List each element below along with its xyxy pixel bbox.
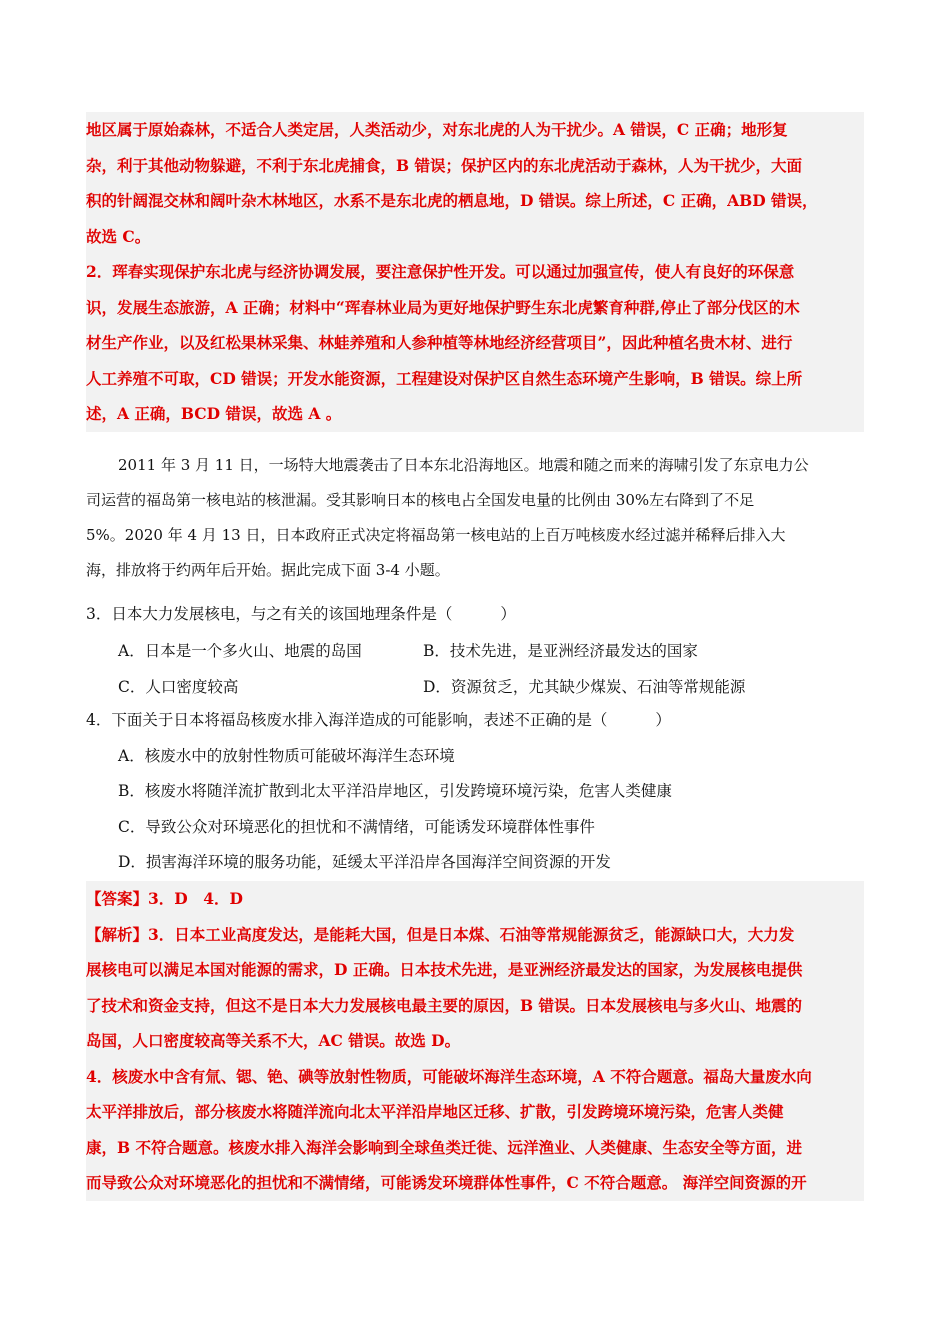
analysis-line: 【解析】3．日本工业高度发达，是能耗大国，但是日本煤、石油等常规能源贫乏，能源缺口大，大力发 bbox=[86, 924, 795, 944]
option-b: B．技术先进，是亚洲经济最发达的国家 bbox=[423, 641, 698, 660]
option-c: C．人口密度较高 bbox=[118, 677, 239, 696]
question-3 bbox=[86, 597, 864, 705]
explanation-line: 积的针阔混交林和阔叶杂木林地区，水系不是东北虎的栖息地，D 错误。综上所述，C 正确，ABD 错误， bbox=[86, 191, 818, 210]
explanation-line: 杂，利于其他动物躲避，不利于东北虎捕食，B 错误；保护区内的东北虎活动于森林，人为干扰少，大面 bbox=[86, 155, 803, 175]
question-stem: 4．下面关于日本将福岛核废水排入海洋造成的可能影响，表述不正确的是（ ） bbox=[86, 711, 671, 729]
options-row bbox=[86, 633, 864, 669]
explanation-line: 述，A 正确，BCD 错误，故选 A 。 bbox=[86, 404, 342, 423]
option-d: D．资源贫乏，尤其缺少煤炭、石油等常规能源 bbox=[423, 677, 746, 696]
explanation-line: 材生产作业，以及红松果林采集、林蛙养殖和人参种植等林地经济经营项目”，因此种植名贵木材、进行 bbox=[86, 333, 793, 352]
analysis-line: 4．核废水中含有氚、锶、铯、碘等放射性物质，可能破坏海洋生态环境，A 不符合题意。福岛大量废水向 bbox=[86, 1066, 812, 1086]
material-line: 2011 年 3 月 11 日，一场特大地震袭击了日本东北沿海地区。地震和随之而来的海啸引发了东京电力公 bbox=[118, 456, 809, 474]
answer-line: 【答案】3．D 4．D bbox=[86, 889, 243, 908]
option-a: A．日本是一个多火山、地震的岛国 bbox=[118, 641, 362, 660]
question-stem: 3．日本大力发展核电，与之有关的该国地理条件是（ ） bbox=[86, 605, 516, 623]
explanation-line: 人工养殖不可取，CD 错误；开发水能资源，工程建设对保护区自然生态环境产生影响，B 错误。综上所 bbox=[86, 368, 803, 388]
explanation-line: 故选 C。 bbox=[86, 226, 151, 246]
analysis-line: 而导致公众对环境恶化的担忧和不满情绪，可能诱发环境群体性事件，C 不符合题意。 海洋空间资源的开 bbox=[86, 1173, 807, 1192]
explanation-block-1 bbox=[86, 112, 864, 432]
analysis-line: 太平洋排放后，部分核废水将随洋流向北太平洋沿岸地区迁移、扩散，引发跨境环境污染，危害人类健 bbox=[86, 1102, 784, 1121]
explanation-line: 2．珲春实现保护东北虎与经济协调发展，要注意保护性开发。可以通过加强宣传，使人有良好的环保意 bbox=[86, 262, 795, 281]
explanation-line: 识，发展生态旅游，A 正确；材料中“珲春林业局为更好地保护野生东北虎繁育种群,停止了部分伐区的木 bbox=[86, 297, 800, 317]
option-c: C．导致公众对环境恶化的担忧和不满情绪，可能诱发环境群体性事件 bbox=[118, 817, 595, 836]
question-4 bbox=[86, 703, 864, 881]
material-line: 海，排放将于约两年后开始。据此完成下面 3-4 小题。 bbox=[86, 561, 450, 579]
material-passage bbox=[86, 448, 864, 588]
explanation-line: 地区属于原始森林，不适合人类定居，人类活动少，对东北虎的人为干扰少。A 错误，C 正确；地形复 bbox=[86, 120, 788, 139]
options-row bbox=[86, 669, 864, 705]
analysis-line: 展核电可以满足本国对能源的需求，D 正确。日本技术先进，是亚洲经济最发达的国家，为发展核电提供 bbox=[86, 960, 803, 979]
answer-analysis-block bbox=[86, 881, 864, 1201]
option-b: B．核废水将随洋流扩散到北太平洋沿岸地区，引发跨境环境污染，危害人类健康 bbox=[118, 782, 672, 800]
analysis-line: 岛国，人口密度较高等关系不大，AC 错误。故选 D。 bbox=[86, 1031, 461, 1050]
analysis-line: 康，B 不符合题意。核废水排入海洋会影响到全球鱼类迁徙、远洋渔业、人类健康、生态安全等方面，进 bbox=[86, 1137, 803, 1157]
option-d: D．损害海洋环境的服务功能，延缓太平洋沿岸各国海洋空间资源的开发 bbox=[118, 853, 611, 871]
option-a: A．核废水中的放射性物质可能破坏海洋生态环境 bbox=[118, 746, 455, 765]
analysis-line: 了技术和资金支持，但这不是日本大力发展核电最主要的原因，B 错误。日本发展核电与多火山、地震的 bbox=[86, 995, 803, 1015]
material-line: 5%。2020 年 4 月 13 日，日本政府正式决定将福岛第一核电站的上百万吨核废水经过滤并稀释后排入大 bbox=[86, 526, 786, 544]
material-line: 司运营的福岛第一核电站的核泄漏。受其影响日本的核电占全国发电量的比例由 30%左右降到了不足 bbox=[86, 491, 755, 509]
